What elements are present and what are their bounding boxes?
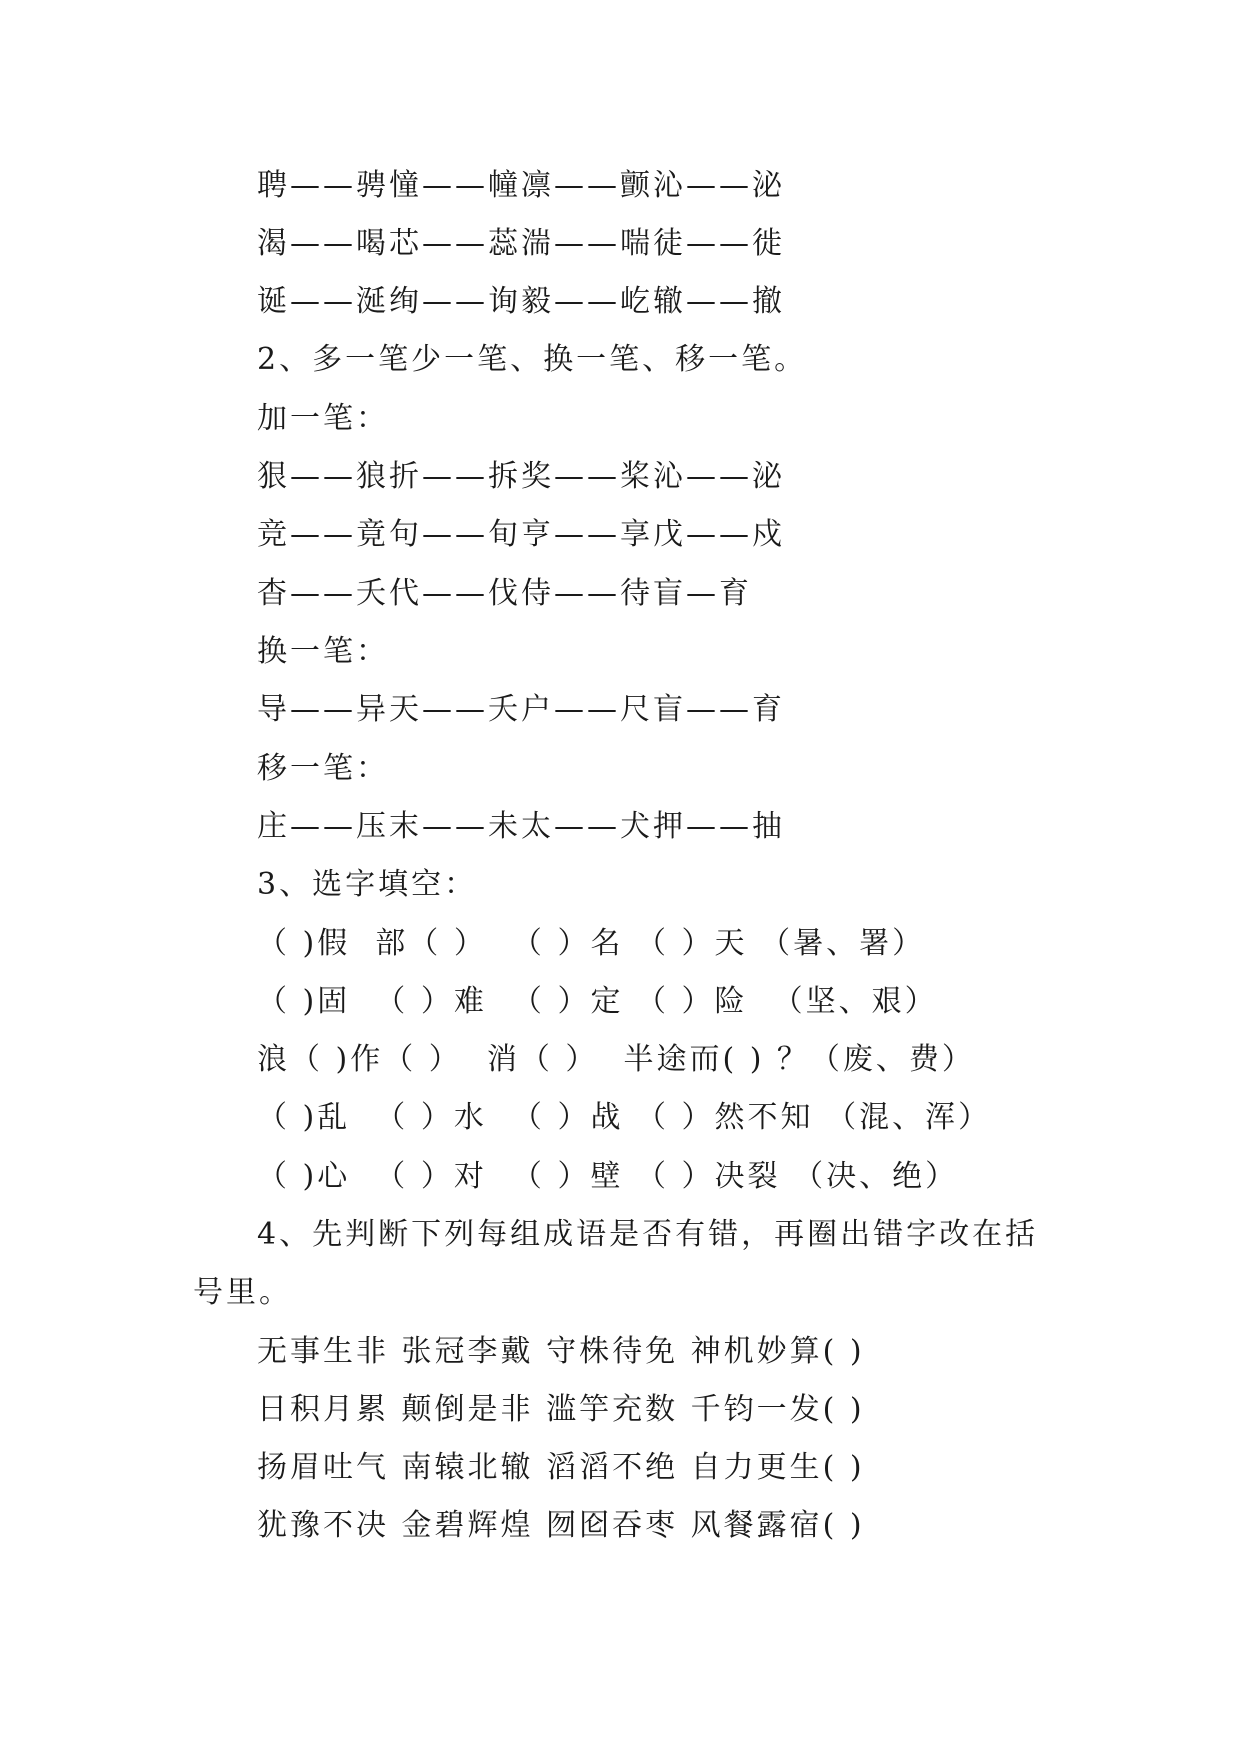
section-2-heading: 2、多一笔少一笔、换一笔、移一笔。 <box>257 342 808 377</box>
pair-line-1: 聘——骋憧——幢凛——颤沁——泌 <box>257 168 785 203</box>
add-stroke-line-2: 竞——竟句——旬亨——享戊——戍 <box>257 517 785 552</box>
fill-blank-line-3: 浪（ )作（ ） 消（ ） 半途而( ) ？（废、费） <box>257 1042 975 1077</box>
idiom-line-2: 日积月累 颠倒是非 滥竽充数 千钧一发( ) <box>257 1392 865 1427</box>
change-stroke-line: 导——异天——夭户——尺盲——育 <box>257 692 785 727</box>
fill-blank-line-2: （ )固 （ ）难 （ ）定 （ ）险 （坚、艰） <box>257 984 938 1019</box>
add-stroke-line-1: 狠——狼折——拆奖——桨沁——泌 <box>257 459 785 494</box>
pair-line-3: 诞——涎绚——询毅——屹辙——撤 <box>257 284 785 319</box>
pair-line-2: 渴——喝芯——蕊湍——喘徒——徙 <box>257 226 785 261</box>
move-stroke-line: 庄——压末——未太——犬押——抽 <box>257 809 785 844</box>
fill-blank-line-5: （ )心 （ ）对 （ ）壁 （ ）决裂 （决、绝） <box>257 1159 959 1194</box>
idiom-line-4: 犹豫不决 金碧辉煌 囫囵吞枣 风餐露宿( ) <box>257 1508 865 1543</box>
section-4-heading: 4、先判断下列每组成语是否有错，再圈出错字改在括 <box>257 1217 1039 1252</box>
idiom-line-1: 无事生非 张冠李戴 守株待免 神机妙算( ) <box>257 1334 865 1369</box>
add-stroke-label: 加一笔： <box>257 401 389 436</box>
fill-blank-line-4: （ )乱 （ ）水 （ ）战 （ ）然不知 （混、浑） <box>257 1100 992 1135</box>
fill-blank-line-1: （ )假 部（ ） （ ）名 （ ）天 （暑、署） <box>257 926 926 961</box>
move-stroke-label: 移一笔： <box>257 751 389 786</box>
idiom-line-3: 扬眉吐气 南辕北辙 滔滔不绝 自力更生( ) <box>257 1450 865 1485</box>
change-stroke-label: 换一笔： <box>257 634 389 669</box>
section-4-heading-continued: 号里。 <box>193 1275 292 1310</box>
add-stroke-line-3: 杳——夭代——伐侍——待盲—育 <box>257 576 752 611</box>
section-3-heading: 3、选字填空： <box>257 867 478 902</box>
